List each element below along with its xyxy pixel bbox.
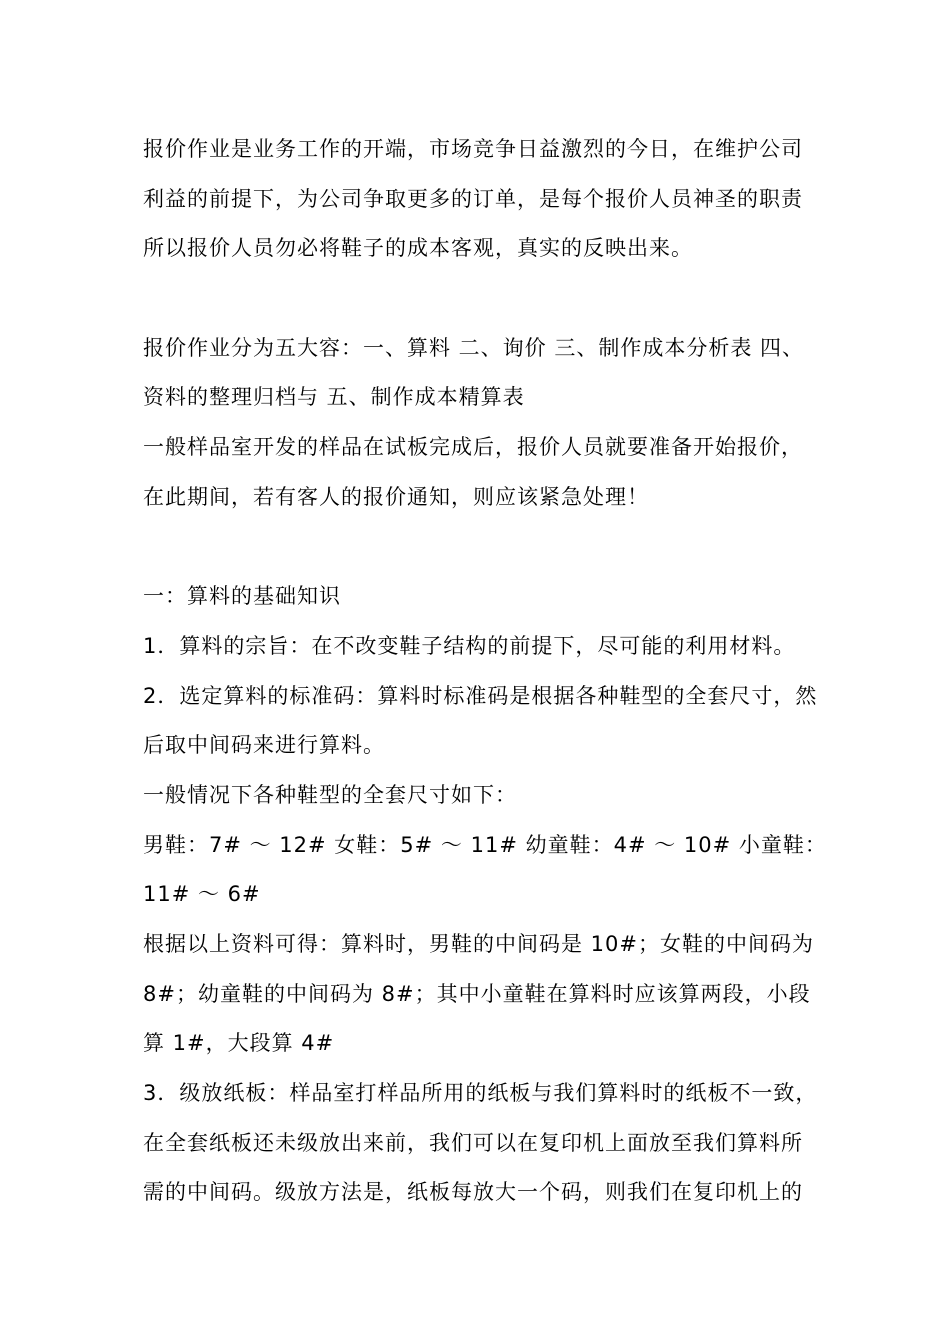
text-line: 在此期间，若有客人的报价通知，则应该紧急处理！ (143, 484, 649, 509)
text-line: 一般样品室开发的样品在试板完成后，报价人员就要准备开始报价， (143, 435, 803, 460)
scope-paragraph (143, 324, 950, 523)
paragraph-gap (143, 523, 950, 573)
text-line: 后取中间码来进行算料。 (143, 733, 385, 758)
text-line: 需的中间码。级放方法是，纸板每放大一个码，则我们在复印机上的 (143, 1180, 803, 1205)
text-line: 算 1#，大段算 4# (143, 1031, 335, 1056)
text-line: 报价作业是业务工作的开端，市场竞争日益激烈的今日，在维护公司 (143, 137, 803, 161)
text-line: 11# ～ 6# (143, 882, 261, 907)
text-line: 所以报价人员勿必将鞋子的成本客观，真实的反映出来。 (143, 236, 693, 261)
paragraph-gap (143, 274, 950, 324)
text-line: 报价作业分为五大容：一、算料 二、询价 三、制作成本分析表 四、 (143, 335, 805, 360)
text-line: 利益的前提下，为公司争取更多的订单，是每个报价人员神圣的职责 (143, 186, 803, 211)
text-line: 在全套纸板还未级放出来前，我们可以在复印机上面放至我们算料所 (143, 1130, 803, 1155)
text-line: 男鞋：7# ～ 12# 女鞋：5# ～ 11# 幼童鞋：4# ～ 10# 小童鞋： (143, 832, 827, 857)
text-line: 1．算料的宗旨：在不改变鞋子结构的前提下，尽可能的利用材料。 (143, 633, 796, 658)
text-line: 3．级放纸板：样品室打样品所用的纸板与我们算料时的纸板不一致， (143, 1081, 818, 1106)
intro-paragraph (143, 125, 950, 274)
text-line: 根据以上资料可得：算料时，男鞋的中间码是 10#；女鞋的中间码为 (143, 932, 814, 956)
text-line: 8#；幼童鞋的中间码为 8#；其中小童鞋在算料时应该算两段，小段 (143, 981, 811, 1006)
text-line: 2．选定算料的标准码：算料时标准码是根据各种鞋型的全套尺寸，然 (143, 683, 818, 708)
text-line: 一般情况下各种鞋型的全套尺寸如下： (143, 782, 517, 807)
section-1 (143, 572, 950, 1218)
text-line: 资料的整理归档与 五、制作成本精算表 (143, 385, 525, 410)
section-1-heading: 一：算料的基础知识 (143, 584, 341, 609)
